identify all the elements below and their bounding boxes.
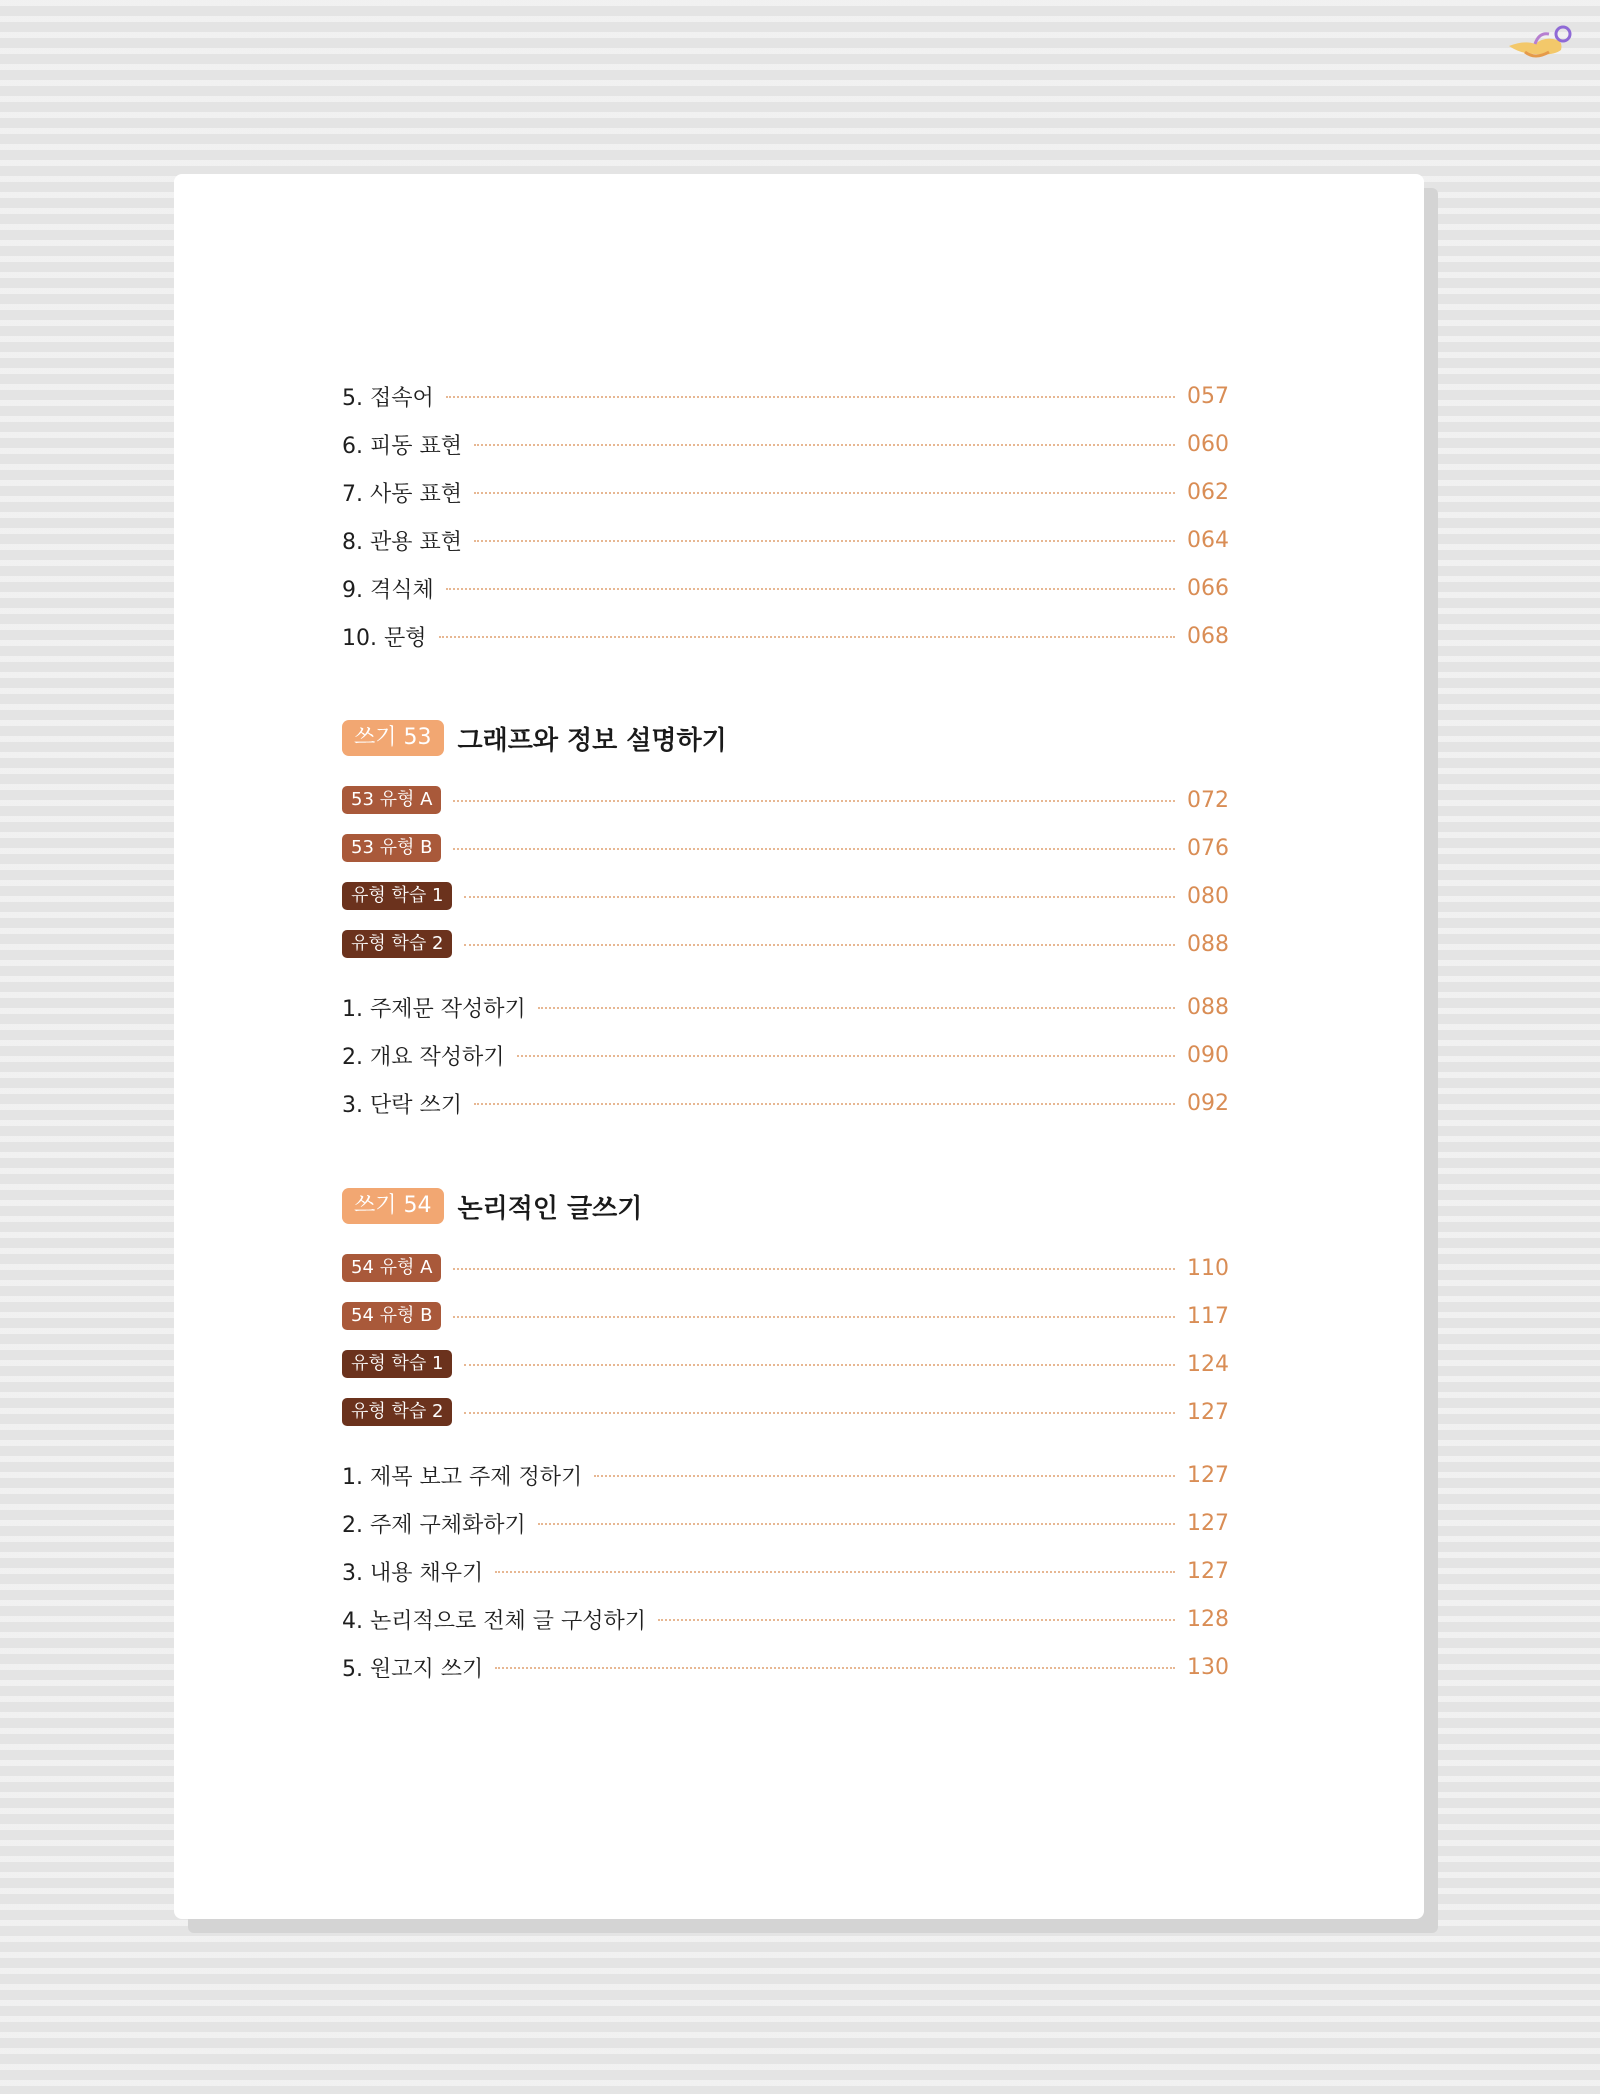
leader-dots [495, 1667, 1175, 1669]
page-number: 072 [1187, 787, 1229, 813]
entry-label: 8. 관용 표현 [342, 529, 462, 555]
leader-dots [474, 1103, 1175, 1105]
section-title: 그래프와 정보 설명하기 [457, 725, 727, 756]
leader-dots [594, 1475, 1175, 1477]
page-number: 127 [1187, 1462, 1229, 1488]
section-title: 논리적인 글쓰기 [457, 1193, 643, 1224]
leader-dots [464, 896, 1175, 898]
entry-label: 3. 내용 채우기 [342, 1560, 484, 1586]
section-badge: 쓰기 53 [342, 720, 444, 756]
toc-entry[interactable] [342, 1553, 1229, 1589]
toc-entry[interactable] [342, 1601, 1229, 1637]
page-number: 060 [1187, 431, 1229, 457]
leader-dots [453, 800, 1175, 802]
toc-entry[interactable] [342, 926, 1229, 962]
toc-entry[interactable] [342, 1649, 1229, 1685]
leader-dots [446, 396, 1175, 398]
toc-entry[interactable] [342, 1505, 1229, 1541]
page-number: 110 [1187, 1255, 1229, 1281]
toc-entry[interactable] [342, 1085, 1229, 1121]
entry-label: 9. 격식체 [342, 577, 434, 603]
toc-entry[interactable] [342, 522, 1229, 558]
toc-entry[interactable] [342, 1037, 1229, 1073]
page-number: 128 [1187, 1606, 1229, 1632]
section-badge: 쓰기 54 [342, 1188, 444, 1224]
leader-dots [464, 1412, 1175, 1414]
leader-dots [495, 1571, 1175, 1573]
toc-entry[interactable] [342, 1250, 1229, 1286]
toc-entry[interactable] [342, 989, 1229, 1025]
toc-entry[interactable] [342, 1394, 1229, 1430]
entry-label: 10. 문형 [342, 625, 427, 651]
page-number: 117 [1187, 1303, 1229, 1329]
page-number: 090 [1187, 1042, 1229, 1068]
page-number: 130 [1187, 1654, 1229, 1680]
toc-entry[interactable] [342, 570, 1229, 606]
leader-dots [453, 848, 1175, 850]
page-number: 066 [1187, 575, 1229, 601]
toc-entry[interactable] [342, 474, 1229, 510]
type-badge: 54 유형 B [342, 1302, 441, 1330]
section-heading-53[interactable] [342, 718, 727, 758]
toc-entry[interactable] [342, 830, 1229, 866]
entry-label: 5. 원고지 쓰기 [342, 1656, 484, 1682]
entry-label: 5. 접속어 [342, 385, 434, 411]
study-badge: 유형 학습 2 [342, 1398, 452, 1426]
leader-dots [464, 944, 1175, 946]
entry-label: 2. 주제 구체화하기 [342, 1512, 526, 1538]
leader-dots [464, 1364, 1175, 1366]
leader-dots [538, 1523, 1175, 1525]
toc-entry[interactable] [342, 378, 1229, 414]
section-heading-54[interactable] [342, 1186, 642, 1226]
page-number: 127 [1187, 1399, 1229, 1425]
entry-label: 1. 주제문 작성하기 [342, 996, 526, 1022]
study-badge: 유형 학습 1 [342, 1350, 452, 1378]
entry-label: 4. 논리적으로 전체 글 구성하기 [342, 1608, 646, 1634]
toc-entry[interactable] [342, 618, 1229, 654]
page-number: 057 [1187, 383, 1229, 409]
leader-dots [474, 492, 1175, 494]
type-badge: 54 유형 A [342, 1254, 441, 1282]
toc-entry[interactable] [342, 426, 1229, 462]
type-badge: 53 유형 A [342, 786, 441, 814]
type-badge: 53 유형 B [342, 834, 441, 862]
entry-label: 7. 사동 표현 [342, 481, 462, 507]
leader-dots [474, 540, 1175, 542]
toc-entry[interactable] [342, 1346, 1229, 1382]
page-number: 127 [1187, 1558, 1229, 1584]
toc-entry[interactable] [342, 1298, 1229, 1334]
toc-page [174, 174, 1424, 1919]
toc-entry[interactable] [342, 878, 1229, 914]
leader-dots [474, 444, 1175, 446]
leader-dots [538, 1007, 1175, 1009]
entry-label: 3. 단락 쓰기 [342, 1092, 462, 1118]
study-badge: 유형 학습 1 [342, 882, 452, 910]
page-number: 127 [1187, 1510, 1229, 1536]
leader-dots [446, 588, 1175, 590]
page-number: 076 [1187, 835, 1229, 861]
leader-dots [517, 1055, 1176, 1057]
entry-label: 1. 제목 보고 주제 정하기 [342, 1464, 583, 1490]
page-number: 062 [1187, 479, 1229, 505]
entry-label: 6. 피동 표현 [342, 433, 462, 459]
leader-dots [453, 1316, 1175, 1318]
leader-dots [439, 636, 1176, 638]
magic-lamp-icon [1505, 22, 1575, 62]
page-number: 088 [1187, 931, 1229, 957]
page-number: 088 [1187, 994, 1229, 1020]
page-number: 092 [1187, 1090, 1229, 1116]
page-number: 080 [1187, 883, 1229, 909]
leader-dots [453, 1268, 1175, 1270]
entry-label: 2. 개요 작성하기 [342, 1044, 505, 1070]
toc-entry[interactable] [342, 1457, 1229, 1493]
page-number: 068 [1187, 623, 1229, 649]
leader-dots [658, 1619, 1175, 1621]
page-number: 064 [1187, 527, 1229, 553]
study-badge: 유형 학습 2 [342, 930, 452, 958]
page-number: 124 [1187, 1351, 1229, 1377]
toc-entry[interactable] [342, 782, 1229, 818]
